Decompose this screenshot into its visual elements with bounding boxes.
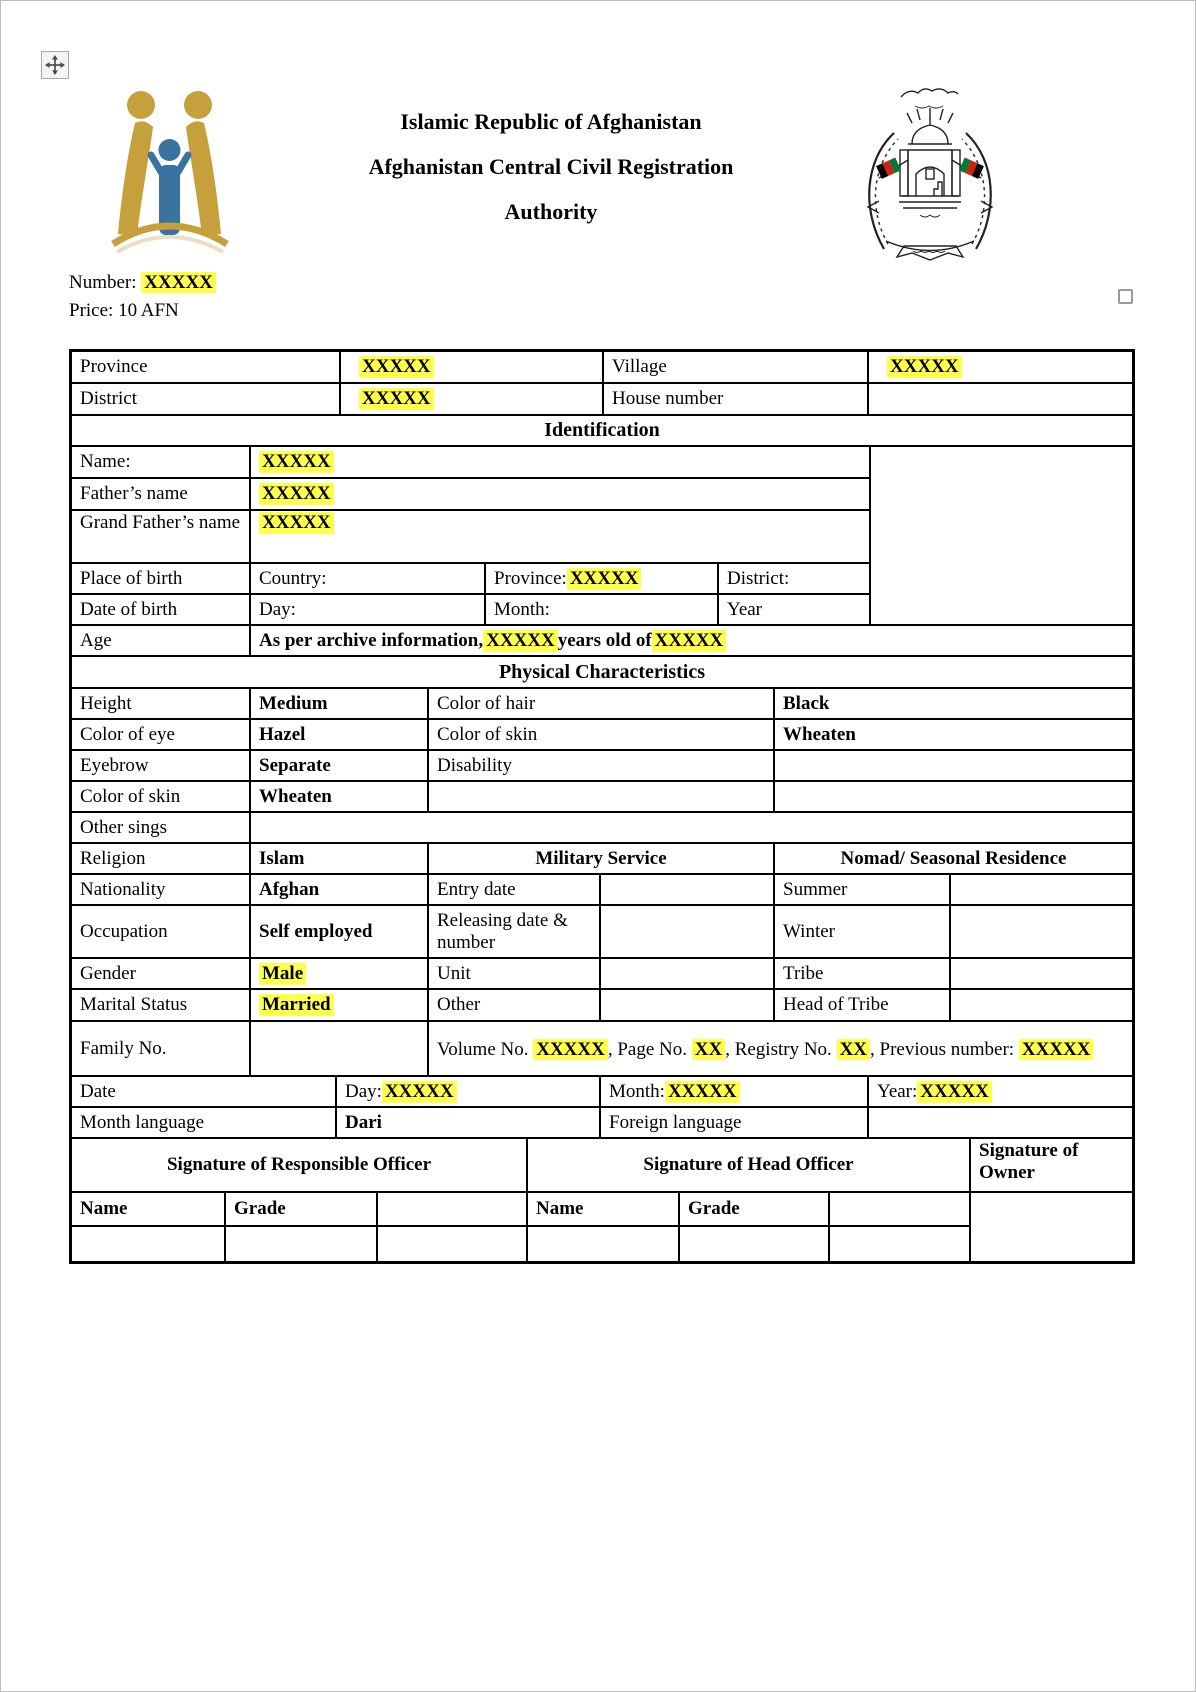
grandfather-name-label-cell — [72, 511, 251, 564]
signature-head-title: Signature of Head Officer — [643, 1154, 854, 1175]
row-province — [72, 352, 1132, 384]
family-no-value-cell — [251, 1022, 429, 1077]
age-value-2: XXXXX — [652, 630, 727, 652]
religion-value-cell — [251, 844, 429, 875]
date-day-label: Day: — [345, 1080, 382, 1102]
military-service-title-cell — [429, 844, 775, 875]
hair-color-label: Color of hair — [437, 692, 536, 714]
document-title — [311, 99, 791, 234]
winter-value-cell — [951, 906, 1132, 959]
birth-province-cell — [486, 564, 719, 595]
skin-color2-label-cell — [72, 782, 251, 813]
entry-date-value-cell — [601, 875, 775, 906]
signature-owner-cell — [971, 1139, 1132, 1193]
family-no-label: Family No. — [80, 1037, 167, 1059]
afghanistan-emblem-icon — [849, 81, 1011, 276]
province-label: Province — [80, 356, 148, 377]
identification-title: Identification — [544, 419, 660, 441]
name-value: XXXXX — [259, 451, 334, 473]
birth-year-label: Year — [727, 598, 763, 620]
birth-day-cell — [251, 595, 486, 626]
nationality-value-cell — [251, 875, 429, 906]
signature-block — [72, 1193, 1132, 1261]
volume-text — [437, 1036, 1093, 1061]
eye-color-label-cell — [72, 720, 251, 751]
name-col-2: Name — [536, 1198, 584, 1219]
previous-number-value: XXXXX — [1019, 1039, 1094, 1060]
row-date-of-birth — [72, 595, 871, 626]
unit-value-cell — [601, 959, 775, 990]
disability-label: Disability — [437, 754, 512, 776]
height-value-cell — [251, 689, 429, 720]
name-entry-1-cell — [72, 1227, 226, 1261]
eyebrow-value-cell — [251, 751, 429, 782]
row-marital-status — [72, 990, 1132, 1022]
row-place-of-birth — [72, 564, 871, 595]
row-nationality — [72, 875, 1132, 906]
height-value: Medium — [259, 692, 328, 714]
date-year-cell — [869, 1077, 1132, 1108]
skin-color2-value: Wheaten — [259, 785, 332, 807]
row-signature-header — [72, 1139, 1132, 1193]
gender-value: Male — [259, 963, 306, 985]
house-number-label: House number — [612, 388, 724, 409]
identification-block — [72, 447, 1132, 626]
village-label-cell — [604, 352, 869, 384]
district-label: District — [80, 388, 137, 409]
district-value-cell — [341, 384, 604, 416]
house-number-label-cell — [604, 384, 869, 416]
father-name-label: Father’s name — [80, 483, 188, 504]
age-value-cell — [251, 626, 1132, 657]
grade-entry-2-cell — [680, 1227, 830, 1261]
object-anchor-icon — [1118, 289, 1133, 304]
eyebrow-value: Separate — [259, 754, 331, 776]
row-month-language — [72, 1108, 1132, 1139]
date-label: Date — [80, 1080, 116, 1102]
row-skin-color-2 — [72, 782, 1132, 813]
entry-date-label: Entry date — [437, 878, 516, 900]
grade-col-2: Grade — [688, 1198, 740, 1219]
nationality-label-cell — [72, 875, 251, 906]
date-year-value: XXXXX — [917, 1081, 992, 1103]
birth-province-label: Province: — [494, 567, 567, 589]
name-label: Name: — [80, 451, 131, 472]
identification-title-cell — [72, 416, 1132, 447]
row-signature-empty — [72, 1227, 971, 1261]
occupation-value-cell — [251, 906, 429, 959]
marital-label: Marital Status — [80, 994, 188, 1015]
summer-label: Summer — [783, 878, 848, 900]
winter-label: Winter — [783, 920, 835, 942]
country-label: Country: — [259, 567, 327, 589]
row-father-name — [72, 479, 871, 511]
eyebrow-label: Eyebrow — [80, 754, 149, 776]
accra-logo-icon — [101, 84, 251, 261]
date-month-value: XXXXX — [665, 1081, 740, 1103]
grade-col-1: Grade — [234, 1198, 286, 1219]
eye-color-label: Color of eye — [80, 723, 175, 745]
tribe-value-cell — [951, 959, 1132, 990]
row-date — [72, 1077, 1132, 1108]
volume-text-4: , Previous number: — [870, 1039, 1019, 1060]
row-height — [72, 689, 1132, 720]
row-family-no — [72, 1022, 1132, 1077]
grandfather-name-value: XXXXX — [259, 512, 334, 534]
disability-value-cell — [775, 751, 1132, 782]
signature-entry-2-cell — [830, 1227, 971, 1261]
father-name-value-cell — [251, 479, 871, 511]
signature-owner-title: Signature of Owner — [979, 1140, 1079, 1183]
row-eyebrow — [72, 751, 1132, 782]
summer-label-cell — [775, 875, 951, 906]
row-religion — [72, 844, 1132, 875]
gender-value-cell — [251, 959, 429, 990]
volume-text-2: , Page No. — [607, 1039, 692, 1060]
month-language-label: Month language — [80, 1111, 205, 1133]
row-identification-header — [72, 416, 1132, 447]
signature-responsible-title: Signature of Responsible Officer — [166, 1154, 432, 1175]
signature-col-1-cell — [378, 1193, 528, 1227]
province-value: XXXXX — [359, 356, 434, 378]
date-label-cell — [72, 1077, 337, 1108]
marital-label-cell — [72, 990, 251, 1022]
summer-value-cell — [951, 875, 1132, 906]
title-line-1: Islamic Republic of Afghanistan — [400, 109, 702, 134]
four-arrow-icon — [45, 55, 65, 75]
signature-entry-1-cell — [378, 1227, 528, 1261]
title-line-2: Afghanistan Central Civil Registration — [368, 154, 734, 179]
price-line: Price: 10 AFN — [69, 300, 179, 321]
military-service-title: Military Service — [535, 847, 667, 869]
date-year-label: Year: — [877, 1080, 918, 1102]
registration-form-table — [69, 349, 1135, 1264]
tribe-label: Tribe — [783, 962, 824, 984]
title-line-3: Authority — [504, 199, 598, 224]
foreign-language-value-cell — [869, 1108, 1132, 1139]
table-move-handle-icon[interactable] — [41, 51, 69, 79]
name-label-cell — [72, 447, 251, 479]
row-eye-color — [72, 720, 1132, 751]
house-number-value-cell — [869, 384, 1132, 416]
age-label-cell — [72, 626, 251, 657]
date-of-birth-label-cell — [72, 595, 251, 626]
father-name-label-cell — [72, 479, 251, 511]
signature-responsible-cell — [72, 1139, 528, 1193]
other-value-cell — [601, 990, 775, 1022]
winter-label-cell — [775, 906, 951, 959]
grade-col-1-cell — [226, 1193, 378, 1227]
skin-color2-label: Color of skin — [80, 785, 181, 807]
physical-title: Physical Characteristics — [498, 660, 706, 683]
place-of-birth-label: Place of birth — [80, 567, 183, 589]
province-label-cell — [72, 352, 341, 384]
unit-label: Unit — [437, 962, 471, 984]
hair-color-value-cell — [775, 689, 1132, 720]
row-other-signs — [72, 813, 1132, 844]
birth-district-cell — [719, 564, 871, 595]
releasing-value-cell — [601, 906, 775, 959]
birth-day-label: Day: — [259, 598, 296, 620]
village-value-cell — [869, 352, 1132, 384]
eye-color-value-cell — [251, 720, 429, 751]
religion-label: Religion — [80, 847, 146, 869]
head-of-tribe-label-cell — [775, 990, 951, 1022]
birth-month-label: Month: — [494, 598, 550, 620]
date-of-birth-label: Date of birth — [80, 598, 178, 620]
unit-label-cell — [429, 959, 601, 990]
month-language-label-cell — [72, 1108, 337, 1139]
releasing-label-cell — [429, 906, 601, 959]
skin-color2-extra2-cell — [775, 782, 1132, 813]
age-text-2: years old of — [557, 629, 652, 651]
other-signs-label: Other sings — [80, 816, 168, 838]
age-label: Age — [80, 629, 112, 651]
foreign-language-label: Foreign language — [609, 1111, 742, 1133]
volume-cell — [429, 1022, 1132, 1077]
skin-color2-value-cell — [251, 782, 429, 813]
hair-color-value: Black — [783, 692, 830, 714]
nomad-title-cell — [775, 844, 1132, 875]
birth-year-cell — [719, 595, 871, 626]
row-district — [72, 384, 1132, 416]
number-value: XXXXX — [141, 272, 216, 293]
registry-no-value: XX — [837, 1039, 870, 1060]
height-label: Height — [80, 692, 132, 714]
grandfather-name-value-cell — [251, 511, 871, 564]
other-label-cell — [429, 990, 601, 1022]
village-label: Village — [612, 356, 667, 377]
eye-color-value: Hazel — [259, 723, 306, 745]
row-gender — [72, 959, 1132, 990]
physical-title-cell — [72, 657, 1132, 689]
birth-province-value: XXXXX — [567, 568, 642, 590]
volume-value: XXXXX — [533, 1039, 608, 1060]
religion-label-cell — [72, 844, 251, 875]
nomad-title: Nomad/ Seasonal Residence — [840, 847, 1067, 869]
date-day-cell — [337, 1077, 601, 1108]
religion-value: Islam — [259, 847, 305, 869]
name-col-1: Name — [80, 1198, 128, 1219]
number-line — [69, 269, 216, 297]
other-signs-value-cell — [251, 813, 1132, 844]
occupation-value: Self employed — [259, 920, 373, 942]
row-age — [72, 626, 1132, 657]
date-month-label: Month: — [609, 1080, 665, 1102]
birth-district-label: District: — [727, 567, 790, 589]
volume-text-1: Volume No. — [437, 1039, 534, 1060]
occupation-label-cell — [72, 906, 251, 959]
gender-label: Gender — [80, 962, 136, 984]
gender-label-cell — [72, 959, 251, 990]
skin-color-value: Wheaten — [783, 723, 856, 745]
owner-signature-box-cell — [971, 1193, 1132, 1261]
other-label: Other — [437, 994, 481, 1015]
skin-color-label: Color of skin — [437, 723, 538, 745]
hair-color-label-cell — [429, 689, 775, 720]
occupation-label: Occupation — [80, 920, 168, 942]
birth-country-cell — [251, 564, 486, 595]
father-name-value: XXXXX — [259, 483, 334, 505]
disability-label-cell — [429, 751, 775, 782]
date-month-cell — [601, 1077, 869, 1108]
page-no-value: XX — [692, 1039, 725, 1060]
nationality-label: Nationality — [80, 878, 166, 900]
marital-value: Married — [259, 994, 334, 1016]
signature-head-cell — [528, 1139, 971, 1193]
releasing-label: Releasing date & number — [437, 909, 568, 953]
district-label-cell — [72, 384, 341, 416]
marital-value-cell — [251, 990, 429, 1022]
name-col-1-cell — [72, 1193, 226, 1227]
eyebrow-label-cell — [72, 751, 251, 782]
row-occupation — [72, 906, 1132, 959]
month-language-value: Dari — [345, 1111, 382, 1133]
family-no-label-cell — [72, 1022, 251, 1077]
foreign-language-label-cell — [601, 1108, 869, 1139]
nationality-value: Afghan — [259, 878, 320, 900]
name-entry-2-cell — [528, 1227, 680, 1261]
skin-color2-extra-cell — [429, 782, 775, 813]
number-price-block — [69, 269, 216, 325]
skin-color-value-cell — [775, 720, 1132, 751]
head-of-tribe-label: Head of Tribe — [783, 994, 889, 1015]
signature-col-2-cell — [830, 1193, 971, 1227]
name-value-cell — [251, 447, 871, 479]
row-name — [72, 447, 871, 479]
row-signature-columns — [72, 1193, 971, 1227]
age-value-1: XXXXX — [483, 630, 558, 652]
name-col-2-cell — [528, 1193, 680, 1227]
tribe-label-cell — [775, 959, 951, 990]
volume-text-3: , Registry No. — [725, 1039, 837, 1060]
grade-col-2-cell — [680, 1193, 830, 1227]
row-physical-header — [72, 657, 1132, 689]
village-value: XXXXX — [887, 356, 962, 378]
date-day-value: XXXXX — [382, 1081, 457, 1103]
entry-date-label-cell — [429, 875, 601, 906]
district-value: XXXXX — [359, 388, 434, 410]
head-of-tribe-value-cell — [951, 990, 1132, 1022]
photo-box-cell — [871, 447, 1132, 626]
skin-color-label-cell — [429, 720, 775, 751]
other-signs-label-cell — [72, 813, 251, 844]
grandfather-name-label: Grand Father’s name — [80, 512, 241, 533]
height-label-cell — [72, 689, 251, 720]
place-of-birth-label-cell — [72, 564, 251, 595]
month-language-value-cell — [337, 1108, 601, 1139]
number-label: Number: — [69, 272, 142, 293]
grade-entry-1-cell — [226, 1227, 378, 1261]
row-grandfather-name — [72, 511, 871, 564]
age-text-1: As per archive information, — [259, 629, 484, 651]
birth-month-cell — [486, 595, 719, 626]
province-value-cell — [341, 352, 604, 384]
